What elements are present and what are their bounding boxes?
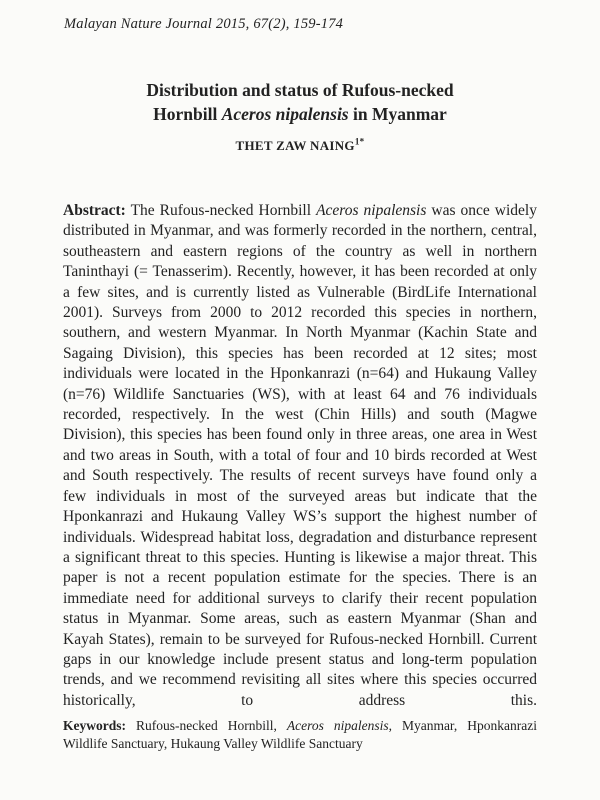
title-line2-post: in Myanmar bbox=[348, 103, 447, 124]
paper-title bbox=[63, 79, 537, 126]
abstract-paragraph bbox=[63, 201, 537, 711]
title-line1: Distribution and status of Rufous-necked bbox=[146, 80, 454, 100]
abstract-species-name: Aceros nipalensis bbox=[316, 202, 427, 219]
title-species-name: Aceros nipalensis bbox=[221, 103, 349, 124]
abstract-body: was once widely distributed in Myanmar, and was formerly recorded in the northern, central, southeastern and eastern regions of the country as well in northern Taninthayi (= Tenasserim). Recently, however, it has been recorded at only a few sites, and is currently listed as Vulnerable (BirdLife International 2001). Surveys from 2000 to 2012 recorded this species in northern, southern, and western Myanmar. In North Myanmar (Kachin State and Sagaing Division), this species has been recorded at 12 sites; most individuals were located in the Hponkanrazi (n=64) and Hukaung Valley (n=76) Wildlife Sanctuaries (WS), with at least 64 and 76 individuals recorded, respectively. In the west (Chin Hills) and south (Magwe Division), this species has been found only in three areas, one area in West and two areas in South, with a total of four and 10 birds recorded at West and South respectively. The results of recent surveys have found only a few individuals in most of the surveyed areas but indicate that the Hponkanrazi and Hukaung Valley WS’s support the highest number of individuals. Widespread habitat loss, degradation and disturbance represent a significant threat to this species. Hunting is likewise a major threat. This paper is not a recent population estimate for the species. There is an immediate need for additional surveys to clarify their recent population status in Myanmar. Some areas, such as eastern Myanmar (Shan and Kayah States), remain to be surveyed for Rufous-necked Hornbill. Current gaps in our knowledge include present status and long-term population trends, and we recommend revisiting all sites where this species occurred historically, to address this. bbox=[63, 202, 537, 709]
journal-header: Malayan Nature Journal 2015, 67(2), 159-174 bbox=[64, 16, 344, 32]
author-affiliation-superscript: 1* bbox=[354, 136, 365, 147]
keywords-pre: Rufous-necked Hornbill, bbox=[126, 718, 287, 733]
abstract-intro: The Rufous-necked Hornbill bbox=[125, 202, 317, 219]
keywords-paragraph bbox=[63, 717, 537, 753]
keywords-species-name: Aceros nipalensis bbox=[286, 718, 389, 733]
abstract-label: Abstract: bbox=[63, 202, 126, 219]
author-name: THET ZAW NAING bbox=[235, 138, 355, 153]
keywords-post: , Myanmar, Hponkanrazi Wildlife Sanctuary, Hukaung Valley Wildlife Sanctuary bbox=[63, 718, 537, 751]
author-line bbox=[63, 138, 537, 154]
title-line2-pre: Hornbill bbox=[153, 103, 222, 124]
keywords-label: Keywords: bbox=[63, 718, 126, 733]
